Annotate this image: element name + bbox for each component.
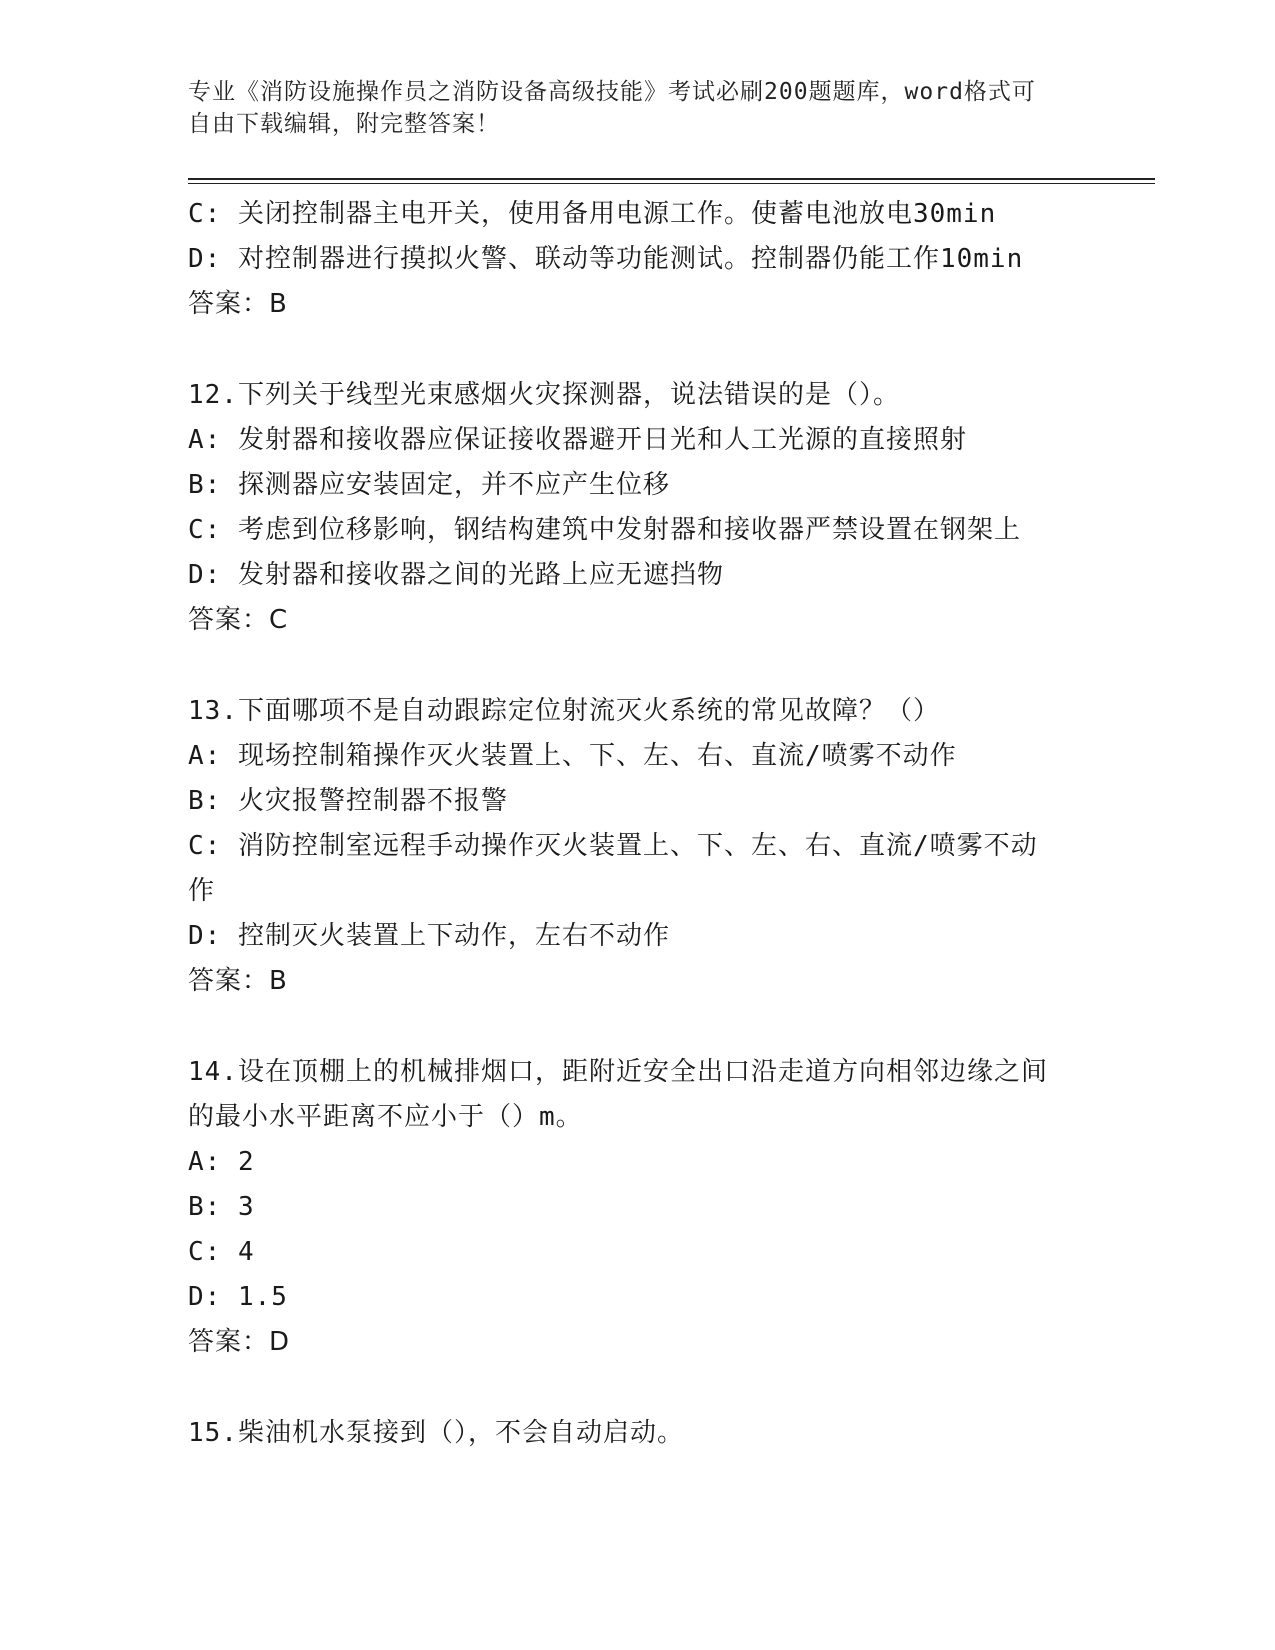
spacer xyxy=(188,643,1088,689)
option-d: D: 对控制器进行摸拟火警、联动等功能测试。控制器仍能工作10min xyxy=(188,244,1024,274)
header-divider-thick xyxy=(188,178,1155,180)
question-list xyxy=(188,192,1088,1456)
option-c: C: 消防控制室远程手动操作灭火装置上、下、左、右、直流/喷雾不动作 xyxy=(188,831,1038,906)
option-a: A: 现场控制箱操作灭火装置上、下、左、右、直流/喷雾不动作 xyxy=(188,741,957,771)
option-b: B: 探测器应安装固定，并不应产生位移 xyxy=(188,470,670,500)
question-stem: 12.下列关于线型光束感烟火灾探测器，说法错误的是（）。 xyxy=(188,380,900,410)
spacer xyxy=(188,327,1088,373)
option-d: D: 控制灭火装置上下动作，左右不动作 xyxy=(188,921,670,951)
question-stem: 14.设在顶棚上的机械排烟口，距附近安全出口沿走道方向相邻边缘之间的最小水平距离不应小于（）m。 xyxy=(188,1057,1048,1132)
question-continued xyxy=(188,192,1088,327)
option-b: B: 3 xyxy=(188,1192,255,1222)
question-12 xyxy=(188,373,1088,643)
header-divider-thin xyxy=(188,183,1155,184)
option-c: C: 关闭控制器主电开关，使用备用电源工作。使蓄电池放电30min xyxy=(188,199,997,229)
question-stem: 15.柴油机水泵接到（），不会自动启动。 xyxy=(188,1418,684,1448)
option-a: A: 2 xyxy=(188,1147,255,1177)
answer-line: 答案：C xyxy=(188,605,289,635)
answer-line: 答案：B xyxy=(188,966,288,996)
question-15 xyxy=(188,1411,1088,1456)
spacer xyxy=(188,1004,1088,1050)
option-d: D: 发射器和接收器之间的光路上应无遮挡物 xyxy=(188,560,724,590)
option-d: D: 1.5 xyxy=(188,1282,288,1312)
option-c: C: 考虑到位移影响，钢结构建筑中发射器和接收器严禁设置在钢架上 xyxy=(188,515,1021,545)
document-header xyxy=(188,76,1088,140)
option-c: C: 4 xyxy=(188,1237,255,1267)
answer-line: 答案：D xyxy=(188,1327,291,1357)
option-b: B: 火灾报警控制器不报警 xyxy=(188,786,508,816)
question-stem: 13.下面哪项不是自动跟踪定位射流灭火系统的常见故障？（） xyxy=(188,696,940,726)
question-13 xyxy=(188,689,1088,1004)
spacer xyxy=(188,1365,1088,1411)
answer-line: 答案：B xyxy=(188,289,288,319)
option-a: A: 发射器和接收器应保证接收器避开日光和人工光源的直接照射 xyxy=(188,425,967,455)
header-title-line-1: 专业《消防设施操作员之消防设备高级技能》考试必刷200题题库，word格式可 xyxy=(188,79,1036,105)
question-14 xyxy=(188,1050,1088,1365)
header-title-line-2: 自由下载编辑，附完整答案！ xyxy=(188,111,500,137)
